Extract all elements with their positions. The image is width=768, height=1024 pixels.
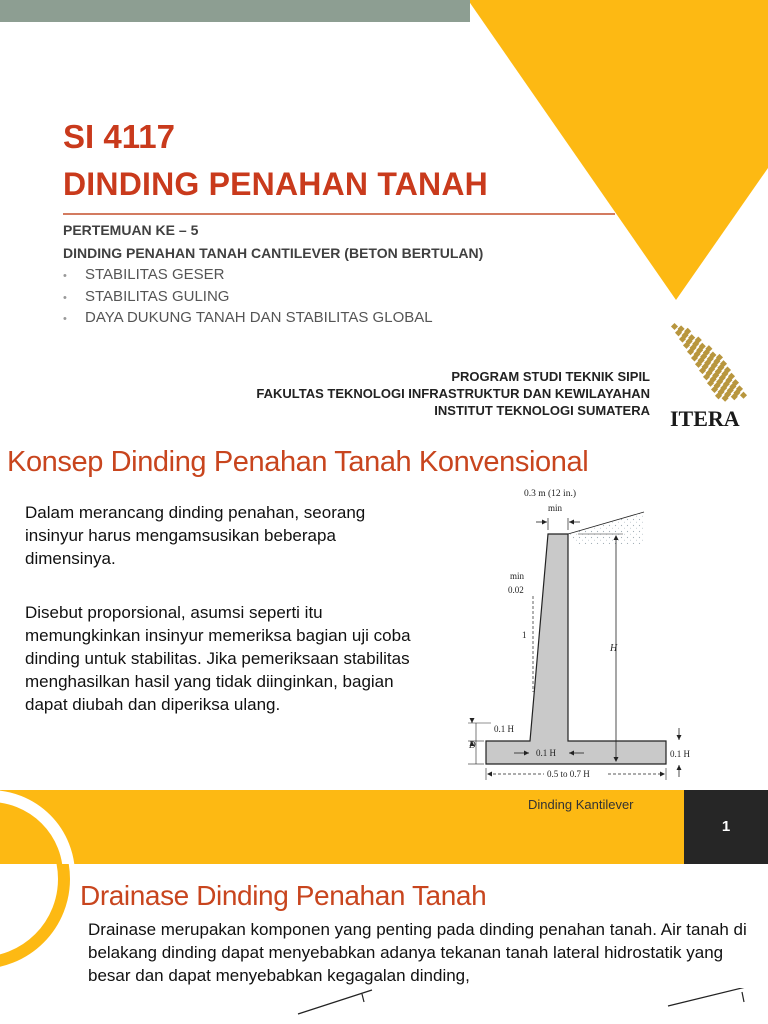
heel-thickness-label: 0.1 H [670, 749, 690, 759]
paragraph-proportioning: Disebut proporsional, asumsi seperti itu memungkinkan insinyur memeriksa bagian uji coba dinding untuk stabilitas. Jika pemeriksaan stabilitas menghasilkan hasil yang tidak diinginkan, bagian dapat diubah dan diperiksa ulang. [25, 603, 411, 714]
circle-decoration [0, 864, 70, 969]
logo-text: ITERA [670, 406, 740, 430]
study-program: PROGRAM STUDI TEKNIK SIPIL [451, 369, 650, 384]
base-width-label: 0.5 to 0.7 H [547, 769, 590, 779]
batter-ratio-label: 0.02 [508, 585, 524, 595]
list-item: • STABILITAS GESER [63, 264, 433, 286]
batter-one-label: 1 [522, 630, 527, 640]
paragraph-dimensions: Dalam merancang dinding penahan, seorang insinyur harus mengamsusikan beberapa dimensinya. [25, 503, 366, 568]
bullet-icon: • [63, 313, 67, 325]
depth-label: D [469, 740, 476, 750]
top-grey-band [0, 0, 470, 22]
top-width-label: 0.3 m (12 in.) [524, 489, 576, 499]
meeting-number: PERTEMUAN KE – 5 [63, 222, 199, 238]
bullet-icon: • [63, 291, 67, 304]
stem-base-label: 0.1 H [536, 748, 556, 758]
title-slide [0, 0, 768, 432]
course-code: SI 4117 [63, 118, 175, 155]
drainage-sketch-preview [0, 988, 768, 1024]
list-item: • DAYA DUKUNG TANAH DAN STABILITAS GLOBAL [63, 307, 433, 329]
institute-name: INSTITUT TEKNOLOGI SUMATERA [434, 403, 650, 418]
logo-tile [671, 323, 678, 330]
figure-caption: Dinding Kantilever [528, 797, 634, 812]
list-item: • STABILITAS GULING [63, 286, 433, 308]
subtopic-heading: DINDING PENAHAN TANAH CANTILEVER (BETON BERTULAN) [63, 245, 484, 261]
institution-block [256, 368, 650, 419]
toe-thickness-label: 0.1 H [494, 724, 514, 734]
drainage-paragraph: Drainase merupakan komponen yang penting pada dinding penahan tanah. Air tanah di belakang dinding dapat menyebabkan adanya tekanan tanah lateral hidrostatik yang besar dan dapat menyebabkan kegagalan dinding, [88, 920, 747, 985]
faculty-name: FAKULTAS TEKNOLOGI INFRASTRUKTUR DAN KEWILAYAHAN [256, 386, 650, 401]
top-min-label: min [548, 503, 563, 513]
slide-title: Konsep Dinding Penahan Tanah Konvensional [7, 446, 589, 478]
itera-logo [668, 320, 758, 430]
batter-min-label: min [510, 571, 525, 581]
concept-slide [0, 432, 768, 864]
footer-band [0, 790, 768, 864]
slide-title: Drainase Dinding Penahan Tanah [80, 880, 487, 911]
topic-list [63, 264, 433, 329]
logo-tile [740, 392, 747, 399]
drainage-slide [0, 864, 768, 1024]
cantilever-wall-diagram [458, 482, 700, 784]
course-title: DINDING PENAHAN TANAH [63, 166, 488, 202]
backfill-soil [568, 512, 644, 544]
page-number: 1 [684, 790, 768, 864]
bullet-icon: • [63, 270, 67, 282]
title-divider [63, 213, 615, 215]
height-label: H [610, 643, 618, 654]
